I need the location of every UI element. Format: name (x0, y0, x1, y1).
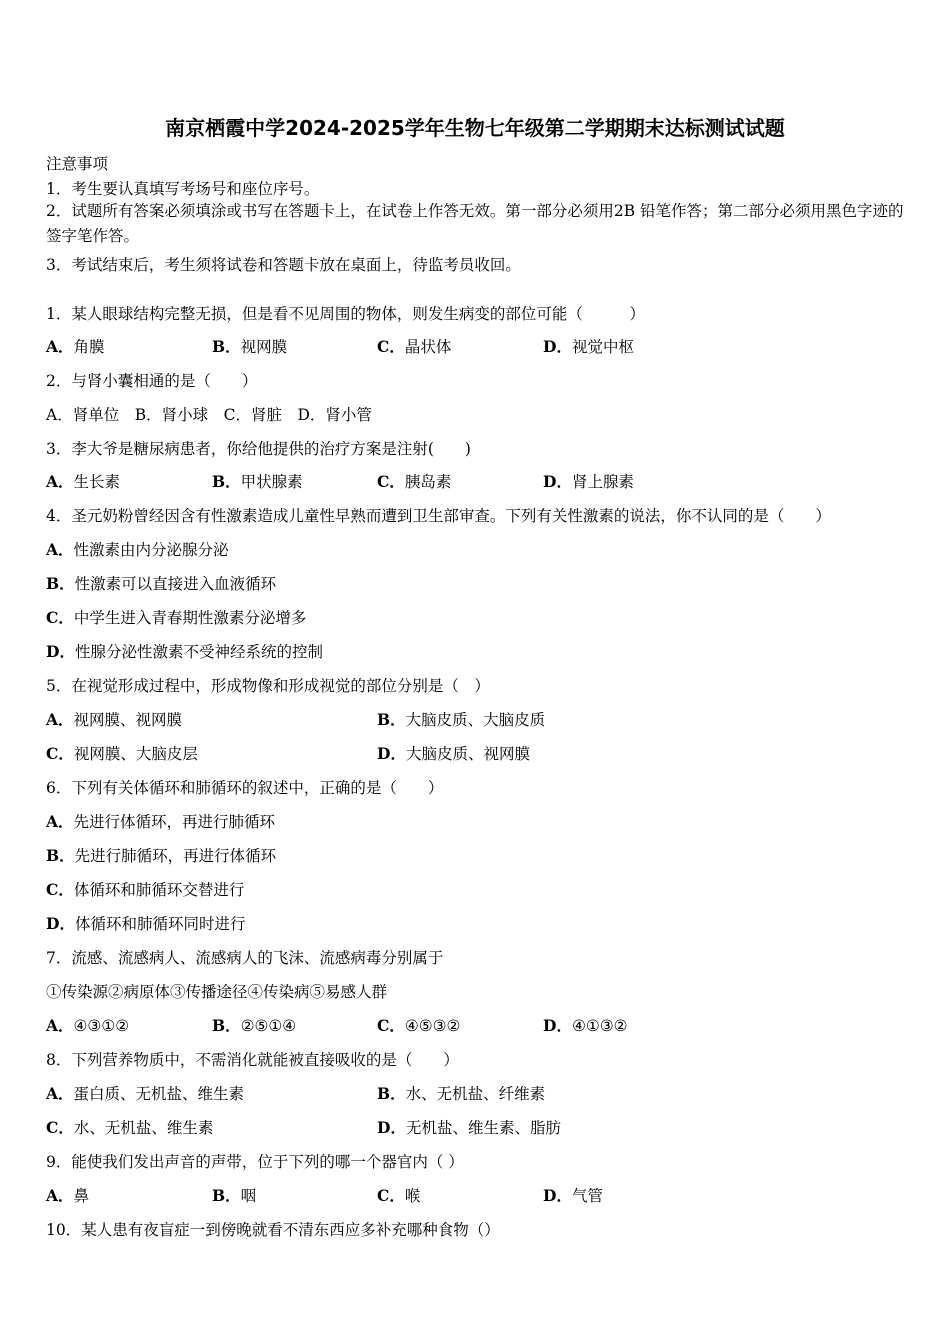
question-stem: 8．下列营养物质中，不需消化就能被直接吸收的是（ ） (46, 1051, 459, 1069)
option-row: A．肾单位 B．肾小球 C．肾脏 D．肾小管 (46, 406, 372, 424)
option: A．视网膜、视网膜 (46, 710, 183, 729)
question-stem: 4．圣元奶粉曾经因含有性激素造成儿童性早熟而遭到卫生部审查。下列有关性激素的说法，你不认同的是（ ） (46, 507, 831, 525)
option: A．生长素 (46, 472, 121, 491)
option: A．角膜 (46, 337, 105, 356)
option: B．先进行肺循环，再进行体循环 (46, 846, 277, 865)
option: D．肾上腺素 (543, 472, 634, 491)
option: B．水、无机盐、纤维素 (377, 1084, 546, 1103)
option: C．④⑤③② (377, 1016, 461, 1035)
option: A．鼻 (46, 1186, 90, 1205)
option: D．无机盐、维生素、脂肪 (377, 1118, 561, 1137)
option: B．咽 (212, 1186, 257, 1205)
question-stem: 3．李大爷是糖尿病患者，你给他提供的治疗方案是注射( ) (46, 440, 471, 458)
option: D．大脑皮质、视网膜 (377, 744, 530, 763)
option: C．喉 (377, 1186, 421, 1205)
question-stem: 1．某人眼球结构完整无损，但是看不见周围的物体，则发生病变的部位可能（ ） (46, 305, 645, 323)
question-stem: 9．能使我们发出声音的声带，位于下列的哪一个器官内（ ） (46, 1153, 464, 1171)
question-stem: 5．在视觉形成过程中，形成物像和形成视觉的部位分别是（ ） (46, 677, 490, 695)
option: B．性激素可以直接进入血液循环 (46, 574, 277, 593)
option: C．晶状体 (377, 337, 452, 356)
question-stem: 6．下列有关体循环和肺循环的叙述中，正确的是（ ） (46, 779, 444, 797)
option: C．中学生进入青春期性激素分泌增多 (46, 608, 307, 627)
notice-item: 1．考生要认真填写考场号和座位序号。 (46, 180, 320, 198)
option: A．蛋白质、无机盐、维生素 (46, 1084, 245, 1103)
option: D．④①③② (543, 1016, 628, 1035)
option: A．④③①② (46, 1016, 130, 1035)
option: D．性腺分泌性激素不受神经系统的控制 (46, 642, 323, 661)
option: C．视网膜、大脑皮层 (46, 744, 198, 763)
option: C．胰岛素 (377, 472, 452, 491)
option: B．视网膜 (212, 337, 288, 356)
question-stem: 7．流感、流感病人、流感病人的飞沫、流感病毒分别属于 (46, 949, 444, 967)
option: D．气管 (543, 1186, 603, 1205)
question-stem: 10．某人患有夜盲症一到傍晚就看不清东西应多补充哪种食物（） (46, 1221, 500, 1239)
option: B．甲状腺素 (212, 472, 303, 491)
notice-item: 2．试题所有答案必须填涂或书写在答题卡上，在试卷上作答无效。第一部分必须用2B 铅笔作答；第二部分必须用黑色字迹的签字笔作答。 (46, 202, 904, 245)
option: D．体循环和肺循环同时进行 (46, 914, 246, 933)
option: C．体循环和肺循环交替进行 (46, 880, 245, 899)
page-title: 南京栖霞中学2024-2025学年生物七年级第二学期期末达标测试试题 (165, 116, 785, 140)
question-stem: 2．与肾小囊相通的是（ ） (46, 372, 258, 390)
option: D．视觉中枢 (543, 337, 634, 356)
question-sub: ①传染源②病原体③传播途径④传染病⑤易感人群 (46, 983, 388, 1001)
option: B．大脑皮质、大脑皮质 (377, 710, 546, 729)
notice-heading: 注意事项 (46, 155, 109, 173)
option: A．先进行体循环，再进行肺循环 (46, 812, 276, 831)
option: B．②⑤①④ (212, 1016, 297, 1035)
option: A．性激素由内分泌腺分泌 (46, 540, 229, 559)
option: C．水、无机盐、维生素 (46, 1118, 214, 1137)
notice-item: 3．考试结束后，考生须将试卷和答题卡放在桌面上，待监考员收回。 (46, 256, 521, 274)
